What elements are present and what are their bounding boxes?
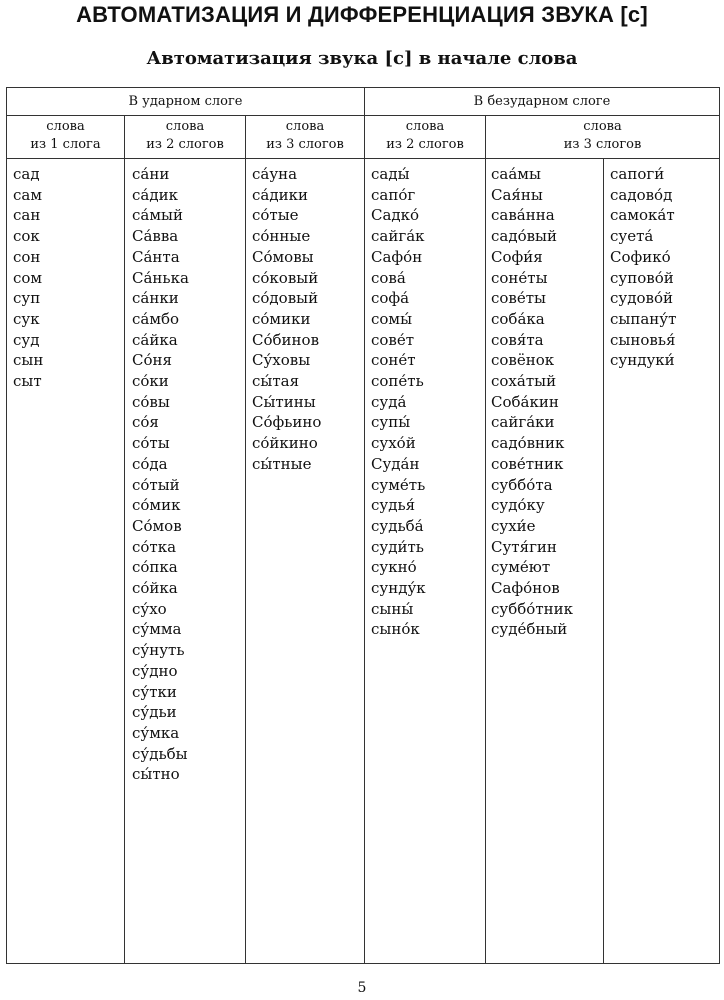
page-title: АВТОМАТИЗАЦИЯ И ДИФФЕРЕНЦИАЦИЯ ЗВУКА [с] xyxy=(76,2,648,27)
word-item: соне́т xyxy=(371,351,416,370)
word-item: Садко́ xyxy=(371,206,420,225)
word-item: Сафо́нов xyxy=(491,579,560,598)
word-item: сайга́ки xyxy=(491,413,555,432)
word-item: сыт xyxy=(13,372,42,391)
word-item: софа́ xyxy=(371,289,410,308)
word-table xyxy=(6,87,720,964)
word-item: со́мик xyxy=(132,496,181,515)
word-item: са́мый xyxy=(132,206,183,225)
word-item: садо́вник xyxy=(491,434,565,453)
table-rule xyxy=(485,115,486,963)
word-item: сыновья́ xyxy=(610,330,676,349)
word-item: суди́ть xyxy=(371,537,424,556)
subheader-line: из 2 слогов xyxy=(146,137,224,152)
word-item: супово́й xyxy=(610,268,674,287)
word-item: сам xyxy=(13,185,43,204)
word-item: сады́ xyxy=(371,165,410,183)
word-item: Соба́кин xyxy=(491,392,559,411)
word-item: саа́мы xyxy=(491,165,541,183)
word-item: Сафо́н xyxy=(371,247,423,266)
word-item: Со́ня xyxy=(132,351,172,370)
word-item: Са́нта xyxy=(132,247,180,266)
word-item: сапо́г xyxy=(371,185,416,204)
word-item: са́йка xyxy=(132,330,178,349)
word-item: суме́ть xyxy=(371,475,426,494)
subheader-stressed-2-syllables xyxy=(125,116,245,158)
word-item: суда́ xyxy=(371,392,407,411)
word-item: са́уна xyxy=(252,165,298,183)
group-header-unstressed: В безударном слоге xyxy=(473,94,611,109)
word-item: судья́ xyxy=(371,496,416,515)
column-stressed-1-syllable xyxy=(13,164,43,392)
word-item: су́тки xyxy=(132,682,177,701)
word-item: соха́тый xyxy=(491,372,557,391)
word-item: су́нуть xyxy=(132,641,185,660)
word-item: сыно́к xyxy=(371,620,420,639)
word-item: судьба́ xyxy=(371,516,424,535)
table-rule xyxy=(124,115,125,963)
word-item: сом xyxy=(13,268,43,287)
word-item: суета́ xyxy=(610,227,654,246)
word-item: сухо́й xyxy=(371,434,416,453)
word-item: сукно́ xyxy=(371,558,417,577)
word-item: сад xyxy=(13,165,40,183)
subheader-line: слова xyxy=(285,119,325,134)
word-item: суме́ют xyxy=(491,558,551,577)
subheader-line: слова xyxy=(583,119,622,134)
word-item: Со́мовы xyxy=(252,247,314,266)
word-item: Суда́н xyxy=(371,454,420,473)
word-item: са́мбо xyxy=(132,309,180,328)
word-item: сок xyxy=(13,227,40,246)
word-item: со́довый xyxy=(252,289,319,308)
word-item: со́вы xyxy=(132,392,170,411)
subheader-line: из 3 слогов xyxy=(563,137,642,152)
word-item: Сая́ны xyxy=(491,185,543,204)
word-item: сухи́е xyxy=(491,516,536,535)
word-item: Софи́я xyxy=(491,247,543,266)
word-item: со́тый xyxy=(132,475,180,494)
word-item: сова́ xyxy=(371,268,406,287)
subheader-line: слова xyxy=(405,119,445,134)
word-item: суп xyxy=(13,289,41,308)
word-item: сыпану́т xyxy=(610,309,677,328)
word-item: сын xyxy=(13,351,44,370)
word-item: со́пка xyxy=(132,558,178,577)
word-item: су́дьи xyxy=(132,703,177,722)
word-item: су́мма xyxy=(132,620,182,639)
column-stressed-2-syllables xyxy=(132,164,189,785)
word-item: суббо́та xyxy=(491,475,553,494)
word-item: со́ки xyxy=(132,372,169,391)
word-item: су́мка xyxy=(132,723,180,742)
subheader-unstressed-2-syllables xyxy=(365,116,485,158)
word-item: сайга́к xyxy=(371,227,425,246)
word-item: Са́нька xyxy=(132,268,189,287)
column-stressed-3-syllables xyxy=(252,164,321,475)
word-item: со́нные xyxy=(252,227,311,246)
table-rule xyxy=(7,115,719,116)
table-rule xyxy=(245,115,246,963)
word-item: со́да xyxy=(132,454,168,473)
table-rule xyxy=(7,158,719,159)
word-item: соба́ка xyxy=(491,309,545,328)
word-item: судово́й xyxy=(610,289,673,308)
subheader-line: из 2 слогов xyxy=(386,137,464,152)
subheader-line: из 1 слога xyxy=(30,137,101,152)
table-rule xyxy=(603,158,604,963)
word-item: суде́бный xyxy=(491,620,568,639)
word-item: Са́вва xyxy=(132,227,179,246)
word-item: Су́ховы xyxy=(252,351,311,370)
word-item: садо́вый xyxy=(491,227,557,246)
table-rule xyxy=(364,88,365,963)
word-item: со́йка xyxy=(132,579,178,598)
word-item: сове́ты xyxy=(491,289,546,308)
word-item: сава́нна xyxy=(491,206,555,225)
word-item: сове́т xyxy=(371,330,415,349)
word-item: со́мики xyxy=(252,309,311,328)
section-subtitle: Автоматизация звука [с] в начале слова xyxy=(146,48,578,69)
column-unstressed-3-syllables-b xyxy=(610,164,676,371)
word-item: со́я xyxy=(132,413,159,432)
word-item: су́дно xyxy=(132,661,178,680)
word-item: Софико́ xyxy=(610,247,671,266)
word-item: сунду́к xyxy=(371,579,426,598)
word-item: су́дьбы xyxy=(132,744,188,763)
word-item: сундуки́ xyxy=(610,351,675,370)
word-item: суд xyxy=(13,330,40,349)
word-item: сове́тник xyxy=(491,454,564,473)
group-header-stressed: В ударном слоге xyxy=(128,94,243,109)
word-item: Со́мов xyxy=(132,516,182,535)
word-item: сы́тные xyxy=(252,454,312,473)
word-item: са́дик xyxy=(132,185,178,204)
word-item: са́ни xyxy=(132,165,170,183)
subheader-line: слова xyxy=(165,119,205,134)
column-unstressed-3-syllables-a xyxy=(491,164,573,640)
word-item: со́тка xyxy=(132,537,177,556)
word-item: сапоги́ xyxy=(610,165,665,183)
word-item: Со́бинов xyxy=(252,330,320,349)
column-unstressed-2-syllables xyxy=(371,164,426,640)
word-item: сы́тая xyxy=(252,372,300,391)
subheader-stressed-3-syllables xyxy=(246,116,364,158)
word-item: со́ковый xyxy=(252,268,319,287)
word-item: совёнок xyxy=(491,351,555,370)
subheader-line: из 3 слогов xyxy=(266,137,344,152)
word-item: сон xyxy=(13,247,41,266)
word-item: са́нки xyxy=(132,289,179,308)
word-item: супы́ xyxy=(371,413,411,432)
word-item: со́йкино xyxy=(252,434,318,453)
word-item: со́ты xyxy=(132,434,170,453)
word-item: сыны́ xyxy=(371,599,414,618)
subheader-unstressed-3-syllables xyxy=(486,116,719,158)
word-item: соне́ты xyxy=(491,268,548,287)
word-item: сы́тно xyxy=(132,765,180,784)
word-item: са́дики xyxy=(252,185,308,204)
word-item: Сы́тины xyxy=(252,392,316,411)
word-item: со́тые xyxy=(252,206,299,225)
word-item: сан xyxy=(13,206,41,225)
word-item: сопе́ть xyxy=(371,372,424,391)
word-item: судо́ку xyxy=(491,496,545,515)
word-item: су́хо xyxy=(132,599,167,618)
page-number: 5 xyxy=(357,980,367,996)
word-item: совя́та xyxy=(491,330,544,349)
word-item: Со́фьино xyxy=(252,413,322,432)
word-item: сук xyxy=(13,309,40,328)
word-item: самока́т xyxy=(610,206,675,225)
word-item: садово́д xyxy=(610,185,673,204)
word-item: Сутя́гин xyxy=(491,537,557,556)
word-item: сомы́ xyxy=(371,309,413,328)
subheader-line: слова xyxy=(46,119,85,134)
subheader-stressed-1-syllable xyxy=(7,116,124,158)
word-item: суббо́тник xyxy=(491,599,573,618)
